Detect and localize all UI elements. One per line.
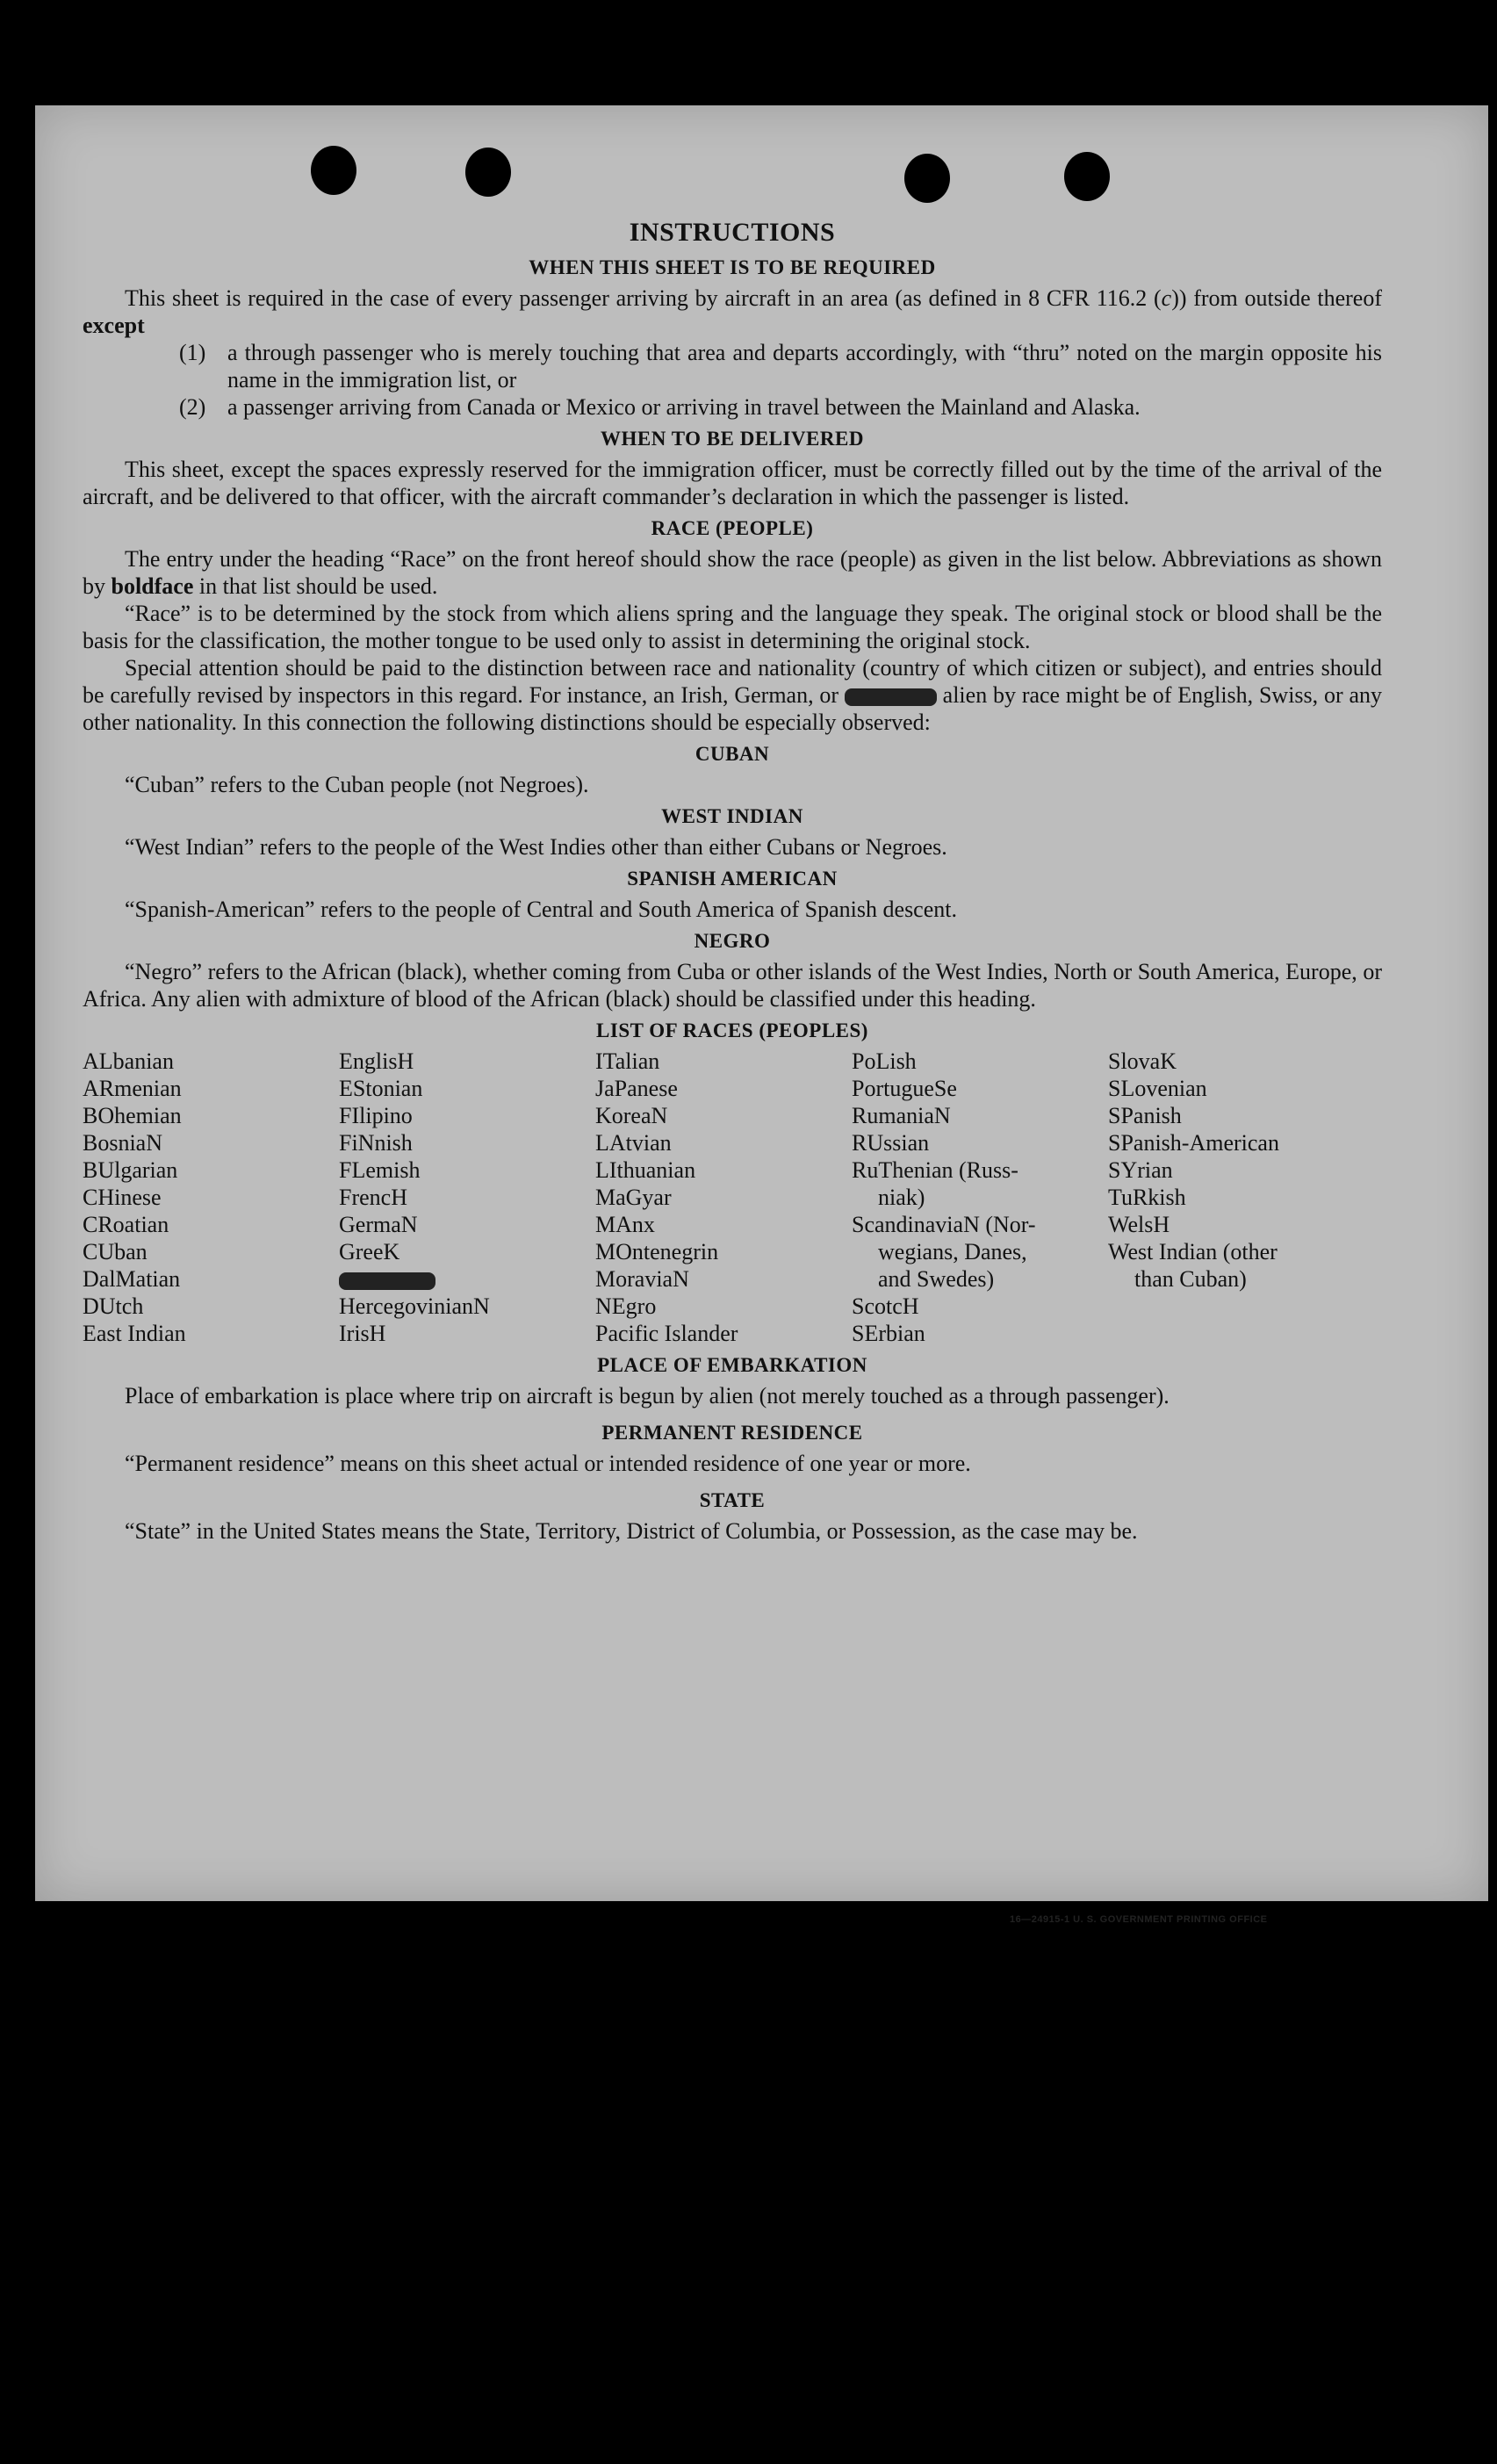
race-p1-b: in that list should be used. — [193, 573, 438, 599]
race-entry: MoraviaN — [595, 1266, 689, 1292]
race-entry: ARmenian — [83, 1076, 182, 1101]
race-entry: Pacific Islander — [595, 1321, 738, 1346]
heading-cuban: CUBAN — [695, 743, 770, 765]
heading-state: STATE — [699, 1489, 766, 1511]
race-entry: KoreaN — [595, 1103, 668, 1128]
race-entry: PortugueSe — [852, 1076, 957, 1101]
punch-hole — [311, 146, 356, 195]
race-entry: MaGyar — [595, 1185, 672, 1210]
race-paragraph-2: “Race” is to be determined by the stock from which aliens spring and the language they speak. The original stock or blood shall be the basis for the classification, the mother tongue to be used only to assist in determining the original stock. — [83, 601, 1382, 653]
heading-delivered: WHEN TO BE DELIVERED — [601, 428, 864, 450]
heading-required: WHEN THIS SHEET IS TO BE REQUIRED — [529, 256, 936, 278]
race-entry: DUtch — [83, 1293, 144, 1319]
race-entry: DalMatian — [83, 1266, 181, 1292]
negro-text: “Negro” refers to the African (black), whether coming from Cuba or other islands of the West Indies, North or South America, Europe, or Africa. Any alien with admixture of blood of the African (black) should be classified under this heading. — [83, 959, 1382, 1012]
race-entry: wegians, Danes, — [878, 1239, 1027, 1264]
instructions-content — [83, 218, 1382, 1545]
required-intro-a: This sheet is required in the case of every passenger arriving by aircraft in an area (as defined in 8 CFR 116.2 ( — [125, 285, 1162, 311]
race-entry: LIthuanian — [595, 1157, 696, 1183]
race-entry: SLovenian — [1108, 1076, 1207, 1101]
race-entry: SYrian — [1108, 1157, 1173, 1183]
race-entry: HercegovinianN — [339, 1293, 490, 1319]
race-entry: NEgro — [595, 1293, 657, 1319]
race-entry: FIlipino — [339, 1103, 413, 1128]
required-except: except — [83, 313, 145, 338]
race-entry: BosniaN — [83, 1130, 162, 1156]
embarkation-text: Place of embarkation is place where trip on aircraft is begun by alien (not merely touched as a through passenger). — [125, 1383, 1170, 1409]
required-intro — [83, 285, 1382, 339]
item-text: a through passenger who is merely touching that area and departs accordingly, with “thru” noted on the margin opposite his name in the immigration list, or — [227, 340, 1382, 393]
race-entry: ITalian — [595, 1048, 660, 1074]
races-column-3 — [595, 1048, 852, 1347]
race-entry: than Cuban) — [1134, 1266, 1247, 1292]
race-entry: RuThenian (Russ- — [852, 1157, 1018, 1183]
heading-spanish-american: SPANISH AMERICAN — [627, 868, 838, 890]
race-entry: ScandinaviaN (Nor- — [852, 1212, 1036, 1237]
item-text: a passenger arriving from Canada or Mexico or arriving in travel between the Mainland and Alaska. — [227, 394, 1141, 420]
race-entry: and Swedes) — [878, 1266, 995, 1292]
races-column-2 — [339, 1048, 595, 1347]
race-entry: CUban — [83, 1239, 148, 1264]
required-item — [179, 393, 1382, 421]
item-number: (1) — [179, 340, 206, 365]
race-entry: East Indian — [83, 1321, 186, 1346]
race-paragraph-1 — [83, 545, 1382, 600]
race-entry: WelsH — [1108, 1212, 1170, 1237]
required-item — [179, 339, 1382, 393]
residence-text: “Permanent residence” means on this sheet actual or intended residence of one year or more. — [125, 1451, 971, 1476]
race-p3-a: Special attention should be paid to the distinction between race and nationality (country of which citizen or subject), and entries should be carefully revised by inspectors in this regard. For instance, an Irish, German, or — [83, 655, 1382, 708]
punch-hole — [904, 154, 950, 203]
race-entry: SErbian — [852, 1321, 925, 1346]
item-number: (2) — [179, 394, 206, 420]
race-paragraph-3 — [83, 654, 1382, 736]
race-entry: ScotcH — [852, 1293, 919, 1319]
race-entry: BOhemian — [83, 1103, 182, 1128]
race-p3-b: alien by race might be of English, Swiss, or any other nationality. In this connection the following distinctions should be especially observed: — [83, 682, 1382, 735]
heading-west-indian: WEST INDIAN — [661, 805, 803, 827]
delivered-text: This sheet, except the spaces expressly reserved for the immigration officer, must be correctly filled out by the time of the arrival of the aircraft, and be delivered to that officer, with the aircraft commander’s declaration in which the passenger is listed. — [83, 457, 1382, 509]
race-entry: SPanish-American — [1108, 1130, 1279, 1156]
race-entry: JaPanese — [595, 1076, 678, 1101]
races-list — [83, 1048, 1382, 1347]
race-entry: RumaniaN — [852, 1103, 951, 1128]
state-text: “State” in the United States means the State, Territory, District of Columbia, or Possession, as the case may be. — [125, 1518, 1138, 1544]
race-entry: TuRkish — [1108, 1185, 1186, 1210]
heading-list-of-races: LIST OF RACES (PEOPLES) — [596, 1019, 868, 1041]
heading-race: RACE (PEOPLE) — [651, 517, 814, 539]
race-entry: CHinese — [83, 1185, 162, 1210]
cuban-text: “Cuban” refers to the Cuban people (not Negroes). — [125, 772, 589, 797]
redaction-mark — [339, 1272, 435, 1290]
races-column-1 — [83, 1048, 339, 1347]
race-entry: EStonian — [339, 1076, 423, 1101]
race-entry: West Indian (other — [1108, 1239, 1277, 1264]
race-entry: SlovaK — [1108, 1048, 1177, 1074]
heading-negro: NEGRO — [694, 930, 771, 952]
race-entry: BUlgarian — [83, 1157, 178, 1183]
race-entry: EnglisH — [339, 1048, 414, 1074]
punch-hole — [465, 148, 511, 197]
redaction-mark — [845, 688, 937, 706]
race-entry: FiNnish — [339, 1130, 413, 1156]
race-entry: niak) — [878, 1185, 925, 1210]
required-intro-c: c — [1161, 285, 1172, 311]
race-entry: GreeK — [339, 1239, 400, 1264]
race-entry: SPanish — [1108, 1103, 1182, 1128]
west-indian-text: “West Indian” refers to the people of the West Indies other than either Cubans or Negroes. — [125, 834, 947, 860]
printing-office-code: 16—24915-1 U. S. GOVERNMENT PRINTING OFFICE — [1010, 1914, 1268, 1925]
race-entry: FrencH — [339, 1185, 407, 1210]
race-p1-bold: boldface — [111, 573, 194, 599]
page-title: INSTRUCTIONS — [629, 218, 836, 247]
race-entry: LAtvian — [595, 1130, 672, 1156]
race-entry: GermaN — [339, 1212, 418, 1237]
document-sheet — [35, 105, 1488, 1925]
redacted-entry — [339, 1265, 595, 1293]
race-entry: FLemish — [339, 1157, 421, 1183]
race-p1-a: The entry under the heading “Race” on the front hereof should show the race (people) as given in the list below. Abbreviations as shown by — [83, 546, 1382, 599]
heading-residence: PERMANENT RESIDENCE — [601, 1422, 863, 1444]
race-entry: IrisH — [339, 1321, 386, 1346]
races-column-5 — [1108, 1048, 1382, 1347]
race-entry: RUssian — [852, 1130, 930, 1156]
race-entry: PoLish — [852, 1048, 917, 1074]
required-intro-b: )) from outside thereof — [1171, 285, 1382, 311]
race-entry: ALbanian — [83, 1048, 174, 1074]
races-column-4 — [852, 1048, 1108, 1347]
spanish-american-text: “Spanish-American” refers to the people of Central and South America of Spanish descent. — [125, 897, 957, 922]
race-entry: CRoatian — [83, 1212, 169, 1237]
heading-embarkation: PLACE OF EMBARKATION — [597, 1354, 867, 1376]
race-entry: MAnx — [595, 1212, 655, 1237]
race-entry: MOntenegrin — [595, 1239, 719, 1264]
punch-hole — [1064, 152, 1110, 201]
